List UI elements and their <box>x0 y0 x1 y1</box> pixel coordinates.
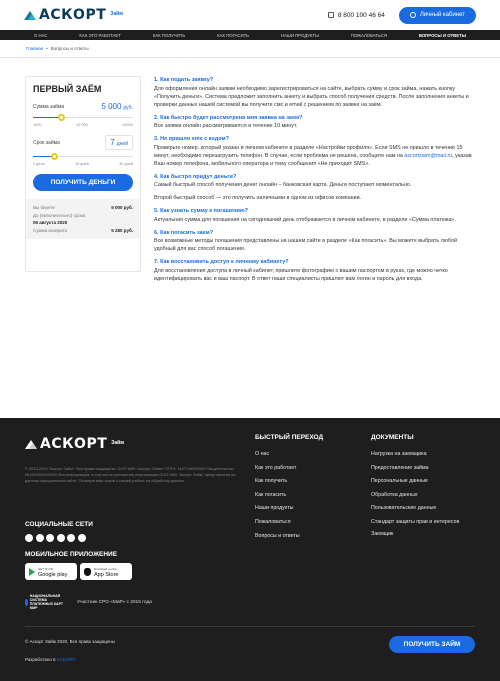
amount-row <box>33 102 133 111</box>
mir-member <box>25 596 152 608</box>
faq-answer-part: Проверьте номер, который указан в личном кабинете в разделе «Настройки профиля». Если SMS не пришло в течение 15 минут, необходимо перезагрузить телефон. В случае, если проблема не решена, сообщите нам на <box>154 144 463 159</box>
user-icon <box>410 12 416 18</box>
support-email-link[interactable]: ascortzaim@mail.ru <box>404 152 453 159</box>
phone-icon <box>328 12 334 18</box>
google-play-icon <box>29 568 35 576</box>
term-slider[interactable] <box>33 152 133 162</box>
summary-label: До (включительно) срока <box>33 212 86 218</box>
faq-item <box>154 77 476 109</box>
faq-item <box>154 208 476 224</box>
faq-question: 1. Как подать заявку? <box>154 77 214 83</box>
documents-title: ДОКУМЕНТЫ <box>371 434 414 441</box>
faq-answer-text: Актуальная сумма для погашения на сегодняшний день отображается в личном кабинете, в разделе «Сумма платежа». <box>154 216 456 223</box>
phone-link[interactable] <box>328 12 385 19</box>
faq-answer <box>154 216 476 224</box>
cabinet-button[interactable] <box>399 7 476 24</box>
breadcrumb-current: Вопросы и ответы <box>50 46 89 51</box>
term-ticks <box>33 162 133 166</box>
app-store-text <box>94 566 118 578</box>
nav-item-how-it-works[interactable]: КАК ЭТО РАБОТАЕТ <box>79 32 121 38</box>
quick-links <box>255 448 323 543</box>
logo-text: АСКОРТ <box>39 7 107 23</box>
footer-divider <box>25 626 475 627</box>
nav-item-products[interactable]: НАШИ ПРОДУКТЫ <box>280 32 319 38</box>
loan-calculator <box>25 76 141 272</box>
site-footer <box>0 418 500 681</box>
amount-tick-mid: 10 000 <box>76 123 88 127</box>
summary-row <box>33 212 133 220</box>
term-value: 7 <box>110 138 115 147</box>
mir-logo-icon <box>25 599 28 606</box>
ok-icon[interactable] <box>46 534 54 542</box>
faq-question: 7. Как восстановить доступ к личному кабинету? <box>154 259 289 265</box>
faq-question: 2. Как быстро будет рассмотрена моя заявка на заем? <box>154 114 303 121</box>
developer-label: Разработано в <box>25 657 56 662</box>
amount-tick-min: 1000 <box>33 123 42 127</box>
mir-text: Участник СРО «МиР» с 2015 года <box>77 599 152 605</box>
term-tick-mid: 15 дней <box>74 162 89 166</box>
document-link[interactable]: Пользовательские данные <box>371 505 437 512</box>
faq-item <box>154 259 476 283</box>
document-link[interactable]: Нагрузка на заемщика <box>371 451 427 457</box>
logo-mark-icon <box>25 440 37 449</box>
summary-label: Вы берете <box>33 205 55 210</box>
document-link[interactable]: Обработка данных <box>371 491 418 498</box>
term-field[interactable] <box>105 135 133 150</box>
footer-link[interactable]: Наши продукты <box>255 505 294 512</box>
mir-logo <box>25 596 65 608</box>
app-store-badges <box>25 563 132 580</box>
quick-links-column <box>255 434 323 543</box>
footer-link[interactable]: О нас <box>255 451 270 457</box>
faq-question: 4. Как быстро придут деньги? <box>154 173 237 180</box>
footer-link[interactable]: Как это работает <box>255 464 297 471</box>
nav-item-about[interactable]: О НАС <box>34 32 48 38</box>
amount-slider[interactable] <box>33 113 133 123</box>
vk-icon[interactable] <box>25 534 33 542</box>
footer-logo-sub: Займ <box>111 440 124 446</box>
footer-legal-text: © 2013-2020 "Аскорт Займ". Все права защищены. ООО МКК «Аскорт Займ» ОГРН: 1187746000000 Свидетельство №1903000000000 Вся информация, в том числе контактная информация ООО МКК "Аскорт Займ" представлена на данном официальном сайте. Оставьте ваш отзыв о нашей работе на обработку данных. <box>25 466 236 483</box>
nav-item-how-to-repay[interactable]: КАК ПОГАСИТЬ <box>217 32 250 38</box>
summary-value: 5 280 руб. <box>111 227 133 233</box>
faq-item <box>154 230 476 254</box>
faq-answer <box>154 85 476 109</box>
summary-date: 06 августа 2020 <box>33 220 68 225</box>
summary-row <box>33 219 133 227</box>
footer-link[interactable]: Пожаловаться <box>255 518 291 525</box>
logo-mark-icon <box>24 11 36 20</box>
social-icons <box>25 534 86 542</box>
summary-row <box>33 227 133 235</box>
calculator-title: ПЕРВЫЙ ЗАЁМ <box>33 84 102 94</box>
nav-item-how-to-get[interactable]: КАК ПОЛУЧИТЬ <box>152 32 186 38</box>
phone-number: 8 800 100 46 64 <box>337 11 385 19</box>
faq-answer-text: Второй быстрый способ — это получить наличными в одном из офисов компании. <box>154 195 362 201</box>
term-row <box>33 135 133 150</box>
logo[interactable] <box>24 7 123 23</box>
amount-label: Сумма займа <box>33 103 65 110</box>
footer-logo-text: АСКОРТ <box>40 436 108 452</box>
faq-answer-text: Все заявки онлайн рассматриваются в течение 10 минут. <box>154 123 298 129</box>
nav-item-faq[interactable]: ВОПРОСЫ И ОТВЕТЫ <box>418 32 466 38</box>
instagram-icon[interactable] <box>78 534 86 542</box>
summary-label: Сумма возврата <box>33 227 68 233</box>
faq-item <box>154 136 476 168</box>
loan-summary <box>26 199 140 239</box>
faq-answer <box>154 122 476 130</box>
term-tick-max: 30 дней <box>119 162 133 166</box>
footer-get-loan-button[interactable]: ПОЛУЧИТЬ ЗАЙМ <box>389 636 475 653</box>
faq-item <box>154 174 476 203</box>
mir-logo-text: НАЦИОНАЛЬНАЯ СИСТЕМА ПЛАТЕЖНЫХ КАРТ МИР <box>29 594 63 610</box>
documents-column <box>371 434 471 542</box>
social-title: СОЦИАЛЬНЫЕ СЕТИ <box>25 521 93 528</box>
copyright: © Аскорт Займ 2020, Все права защищены <box>25 639 115 644</box>
document-link[interactable]: Стандарт защиты прав и интересов <box>371 518 460 525</box>
faq-answer-part: , указав Ваш номер телефона, мобильного оператора и тему сообщения «Не приходит SMS». <box>154 152 472 167</box>
faq-answer <box>154 237 476 253</box>
cabinet-label: Личный кабинет <box>419 12 465 18</box>
document-links <box>371 448 471 542</box>
document-link[interactable]: Персональные данные <box>371 478 428 485</box>
summary-value: 5 000 руб. <box>111 205 133 210</box>
faq-list <box>154 77 476 289</box>
faq-answer-text: Для оформления онлайн заявки необходимо зарегистрироваться на сайте, выбрать сумму и срок займа, нажать кнопку «Получить деньги». Система предложит заполнить анкету и выбрать способ получения средств. После заполнения анкеты и проверки данных нашей системой вы получите смс и email с решением по заявке на заём. <box>154 85 469 108</box>
footer-link[interactable]: Как получить <box>255 478 288 485</box>
amount-field[interactable] <box>101 102 133 111</box>
google-play-label: Google play <box>38 571 68 578</box>
youtube-icon[interactable] <box>67 534 75 542</box>
faq-question: 6. Как погасить заем? <box>154 229 214 236</box>
breadcrumb-home[interactable]: Главная <box>26 46 44 51</box>
nav-item-complaint[interactable]: ПОЖАЛОВАТЬСЯ <box>350 32 387 38</box>
apple-icon <box>84 568 91 576</box>
facebook-icon[interactable] <box>36 534 44 542</box>
amount-unit: руб. <box>123 105 133 111</box>
faq-item <box>154 115 476 131</box>
app-store-label: App Store <box>94 571 119 578</box>
document-link[interactable]: Заемщик <box>371 531 394 538</box>
amount-value: 5 000 <box>101 102 122 111</box>
faq-answer <box>154 181 476 202</box>
site-header <box>0 0 500 30</box>
faq-answer <box>154 267 476 283</box>
logo-sub: Займ <box>110 11 123 17</box>
get-money-button[interactable]: ПОЛУЧИТЬ ДЕНЬГИ <box>33 174 133 191</box>
google-play-small: GET IT ON <box>38 566 53 571</box>
google-play-badge[interactable] <box>25 563 77 580</box>
summary-row <box>33 204 133 212</box>
amount-slider-fill <box>33 117 61 118</box>
faq-answer <box>154 144 476 168</box>
term-slider-handle[interactable] <box>51 153 58 160</box>
twitter-icon[interactable] <box>57 534 65 542</box>
quick-links-title: БЫСТРЫЙ ПЕРЕХОД <box>255 434 324 441</box>
developer-link[interactable]: ACKORT <box>56 657 76 662</box>
faq-answer-text: Все возможные методы погашения представлены на нашем сайте в разделе «Как погасить». Вы можете выбрать любой удобный для вас способ погашения. <box>154 238 457 252</box>
faq-question: 3. Не пришло sms с кодом? <box>154 136 229 142</box>
breadcrumb <box>0 40 500 57</box>
app-store-small: Download on the <box>94 566 117 571</box>
app-title: МОБИЛЬНОЕ ПРИЛОЖЕНИЕ <box>25 551 118 558</box>
document-link[interactable]: Предоставление займа <box>371 464 429 471</box>
term-tick-min: 1 день <box>33 162 45 166</box>
faq-answer-text: Для восстановления доступа в личный кабинет, пришлите фотографию с вашим паспортом в руках, где можно четко идентифицировать вас и ваш паспорт. В ответ наши специалисты пришлют вам логин и пароль для входа. <box>154 267 448 282</box>
amount-slider-handle[interactable] <box>58 114 65 121</box>
term-label: Срок займа <box>33 139 60 146</box>
amount-ticks <box>33 123 133 127</box>
developer-credit <box>25 657 75 662</box>
faq-question: 5. Как узнать сумму к погашению? <box>154 208 248 214</box>
term-unit: дней <box>116 141 128 147</box>
faq-answer-text: Самый быстрый способ получения денег онлайн – банковская карта. Деньги поступают моментально. <box>154 182 412 188</box>
app-store-badge[interactable] <box>80 563 132 580</box>
amount-tick-max: 15000 <box>122 123 133 127</box>
main-nav <box>0 30 500 40</box>
google-play-text <box>38 566 67 578</box>
footer-link[interactable]: Как погасить <box>255 491 287 498</box>
faq-answer-text <box>154 144 476 168</box>
breadcrumb-separator: • <box>46 46 48 51</box>
divider <box>0 57 500 58</box>
footer-link[interactable]: Вопросы и ответы <box>255 532 300 539</box>
